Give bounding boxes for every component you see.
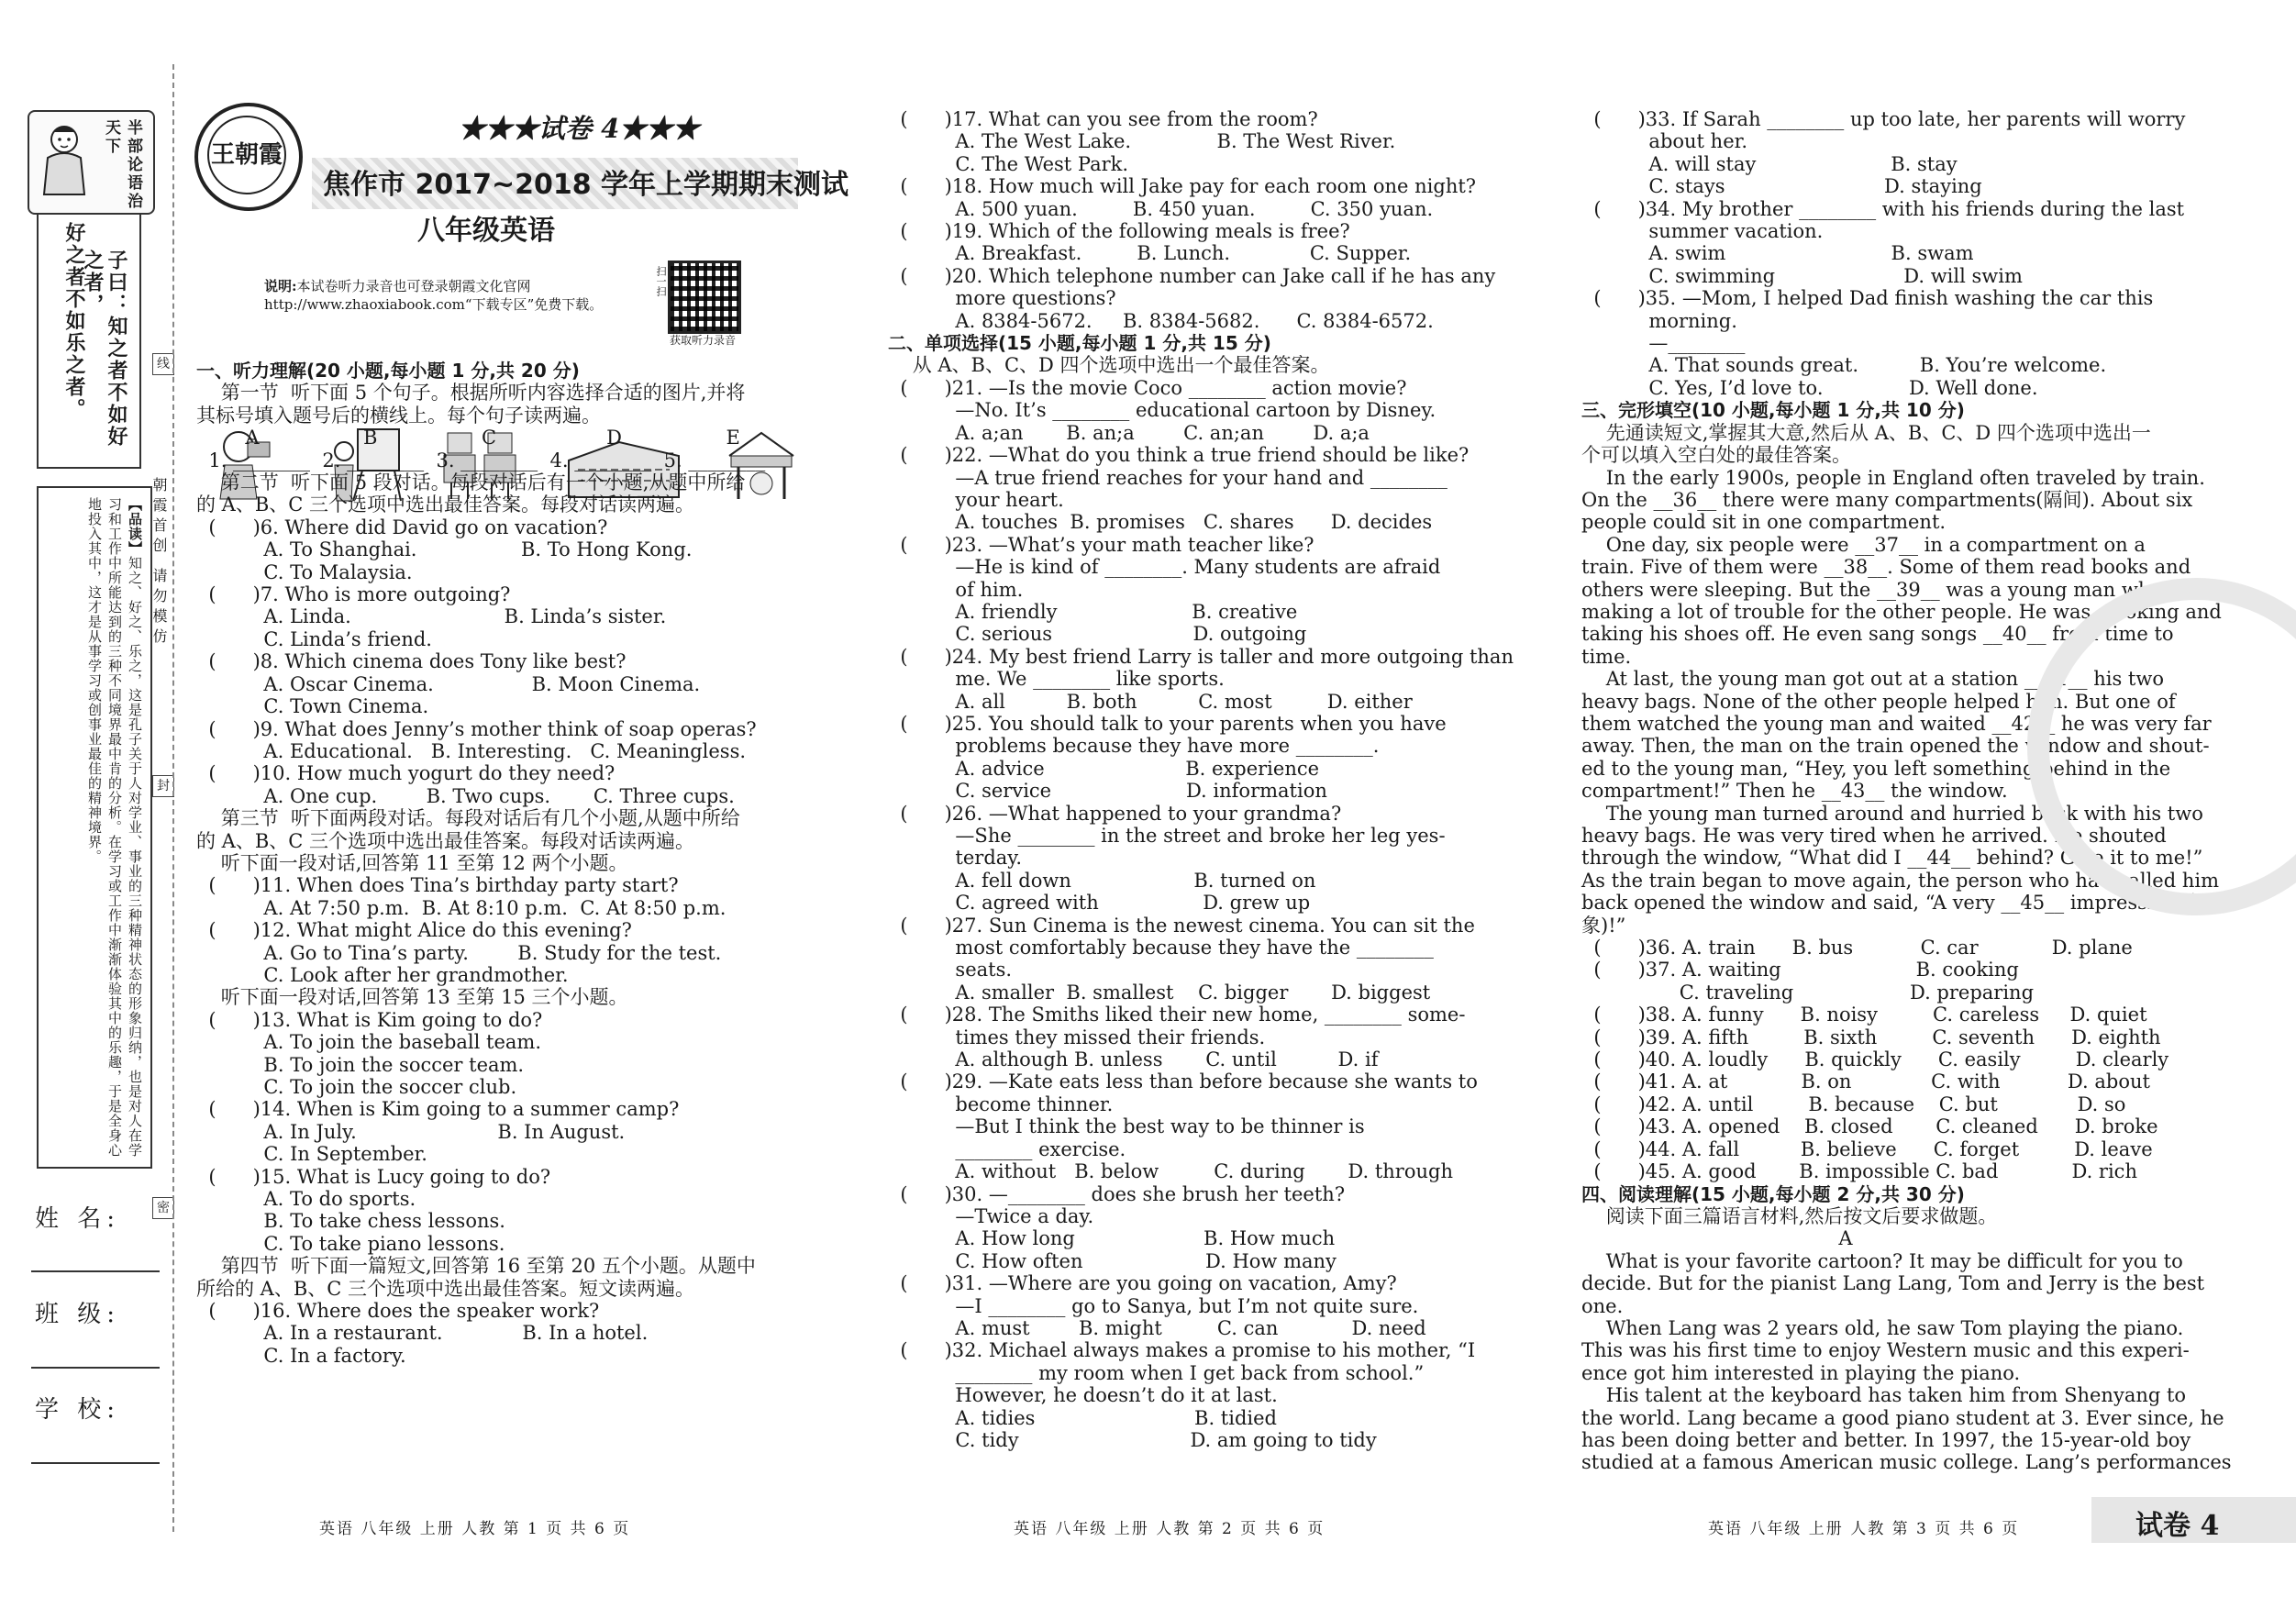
col2-line: —He is kind of ________. Many students are afraid bbox=[888, 556, 1441, 579]
col1-line: A. To Shanghai. B. To Hong Kong. bbox=[196, 538, 693, 561]
col3-line: ( )36. A. train B. bus C. car D. plane bbox=[1581, 937, 2133, 959]
name-field-label: 姓 名: bbox=[35, 1205, 121, 1233]
name-field-line[interactable] bbox=[31, 1270, 160, 1272]
col3-line: making a lot of trouble for the other people. He was smoking and bbox=[1581, 600, 2222, 623]
col3-line: ( )44. A. fall B. believe C. forget D. leave bbox=[1581, 1137, 2153, 1160]
col1-line: 1. ________ 2. ________ 3. ________ 4. ________ 5. ________ bbox=[196, 449, 766, 471]
col1-line: A. In July. B. In August. bbox=[196, 1120, 626, 1143]
col2-line: A. Breakfast. B. Lunch. C. Supper. bbox=[888, 242, 1412, 265]
col3-line: time. bbox=[1581, 645, 1632, 668]
col3-line: One day, six people were __37__ in a compartment on a bbox=[1581, 533, 2146, 556]
pindu-text bbox=[84, 497, 145, 1158]
col2-line: C. service D. information bbox=[888, 780, 1327, 803]
col1-line: 第四节 听下面一篇短文,回答第 16 至第 20 五个小题。从题中 bbox=[196, 1255, 756, 1278]
col2-line: problems because they have more ________. bbox=[888, 735, 1380, 758]
col2-line: become thinner. bbox=[888, 1092, 1114, 1115]
col1-line: ( )10. How much yogurt do they need? bbox=[196, 762, 616, 785]
col2-line: —Twice a day. bbox=[888, 1204, 1094, 1227]
col1-line: ( )9. What does Jenny’s mother think of soap operas? bbox=[196, 717, 757, 740]
logo-text: 王朝霞 bbox=[207, 116, 286, 194]
col1-line: ( )13. What is Kim going to do? bbox=[196, 1008, 543, 1031]
col3-line: C. stays D. staying bbox=[1581, 175, 1982, 198]
col3-line: train. Five of them were __38__. Some of them read books and bbox=[1581, 556, 2191, 579]
col1-line: C. Look after her grandmother. bbox=[196, 963, 569, 986]
school-field-label: 学 校: bbox=[35, 1396, 121, 1424]
col3-line: A. will stay B. stay bbox=[1581, 152, 1958, 175]
col2-line: ( )19. Which of the following meals is free? bbox=[888, 220, 1350, 243]
col2-line: ( )27. Sun Cinema is the newest cinema. You can sit the bbox=[888, 914, 1475, 937]
col2-line: ( )18. How much will Jake pay for each room one night? bbox=[888, 175, 1477, 198]
col2-line: ( )21. —Is the movie Coco ________ action movie? bbox=[888, 376, 1407, 399]
col2-line: ________ exercise. bbox=[888, 1137, 1126, 1160]
col1-line: A. One cup. B. Two cups. C. Three cups. bbox=[196, 784, 735, 807]
col2-line: A. 8384-5672. B. 8384-5682. C. 8384-6572. bbox=[888, 309, 1434, 332]
paper-tag bbox=[2091, 1497, 2296, 1543]
publisher-logo bbox=[194, 103, 303, 211]
qr-caption: 获取听力录音 bbox=[670, 334, 737, 347]
col3-line: ed to the young man, “Hey, you left something behind in the bbox=[1581, 757, 2171, 780]
col3-line: morning. bbox=[1581, 309, 1737, 332]
col1-line: 其标号填入题号后的横线上。每个句子读两遍。 bbox=[196, 404, 601, 427]
col2-line: A. tidies B. tidied bbox=[888, 1406, 1277, 1429]
exam-subtitle: 八年级英语 bbox=[417, 215, 555, 247]
col1-line: A. Linda. B. Linda’s sister. bbox=[196, 605, 667, 628]
seal-xian: 线 bbox=[152, 353, 174, 375]
col3-line: people could sit in one compartment. bbox=[1581, 511, 1947, 534]
col2-line: A. 500 yuan. B. 450 yuan. C. 350 yuan. bbox=[888, 197, 1434, 220]
col3-line: As the train began to move again, the person who had called him bbox=[1581, 869, 2219, 892]
quote-line-2: 好之者不如乐之者。 bbox=[62, 222, 86, 420]
col1-line: C. To join the soccer club. bbox=[196, 1076, 517, 1098]
col3-line: At last, the young man got out at a station __41__ his two bbox=[1581, 668, 2164, 691]
col3-line: decide. But for the pianist Lang Lang, Tom and Jerry is the best bbox=[1581, 1272, 2205, 1295]
col2-line: —I ________ go to Sanya, but I’m not quite sure. bbox=[888, 1294, 1419, 1317]
col2-line: ( )20. Which telephone number can Jake call if he has any bbox=[888, 264, 1496, 287]
col1-line: C. In September. bbox=[196, 1143, 427, 1166]
col3-line: studied at a famous American music college. Lang’s performances bbox=[1581, 1451, 2232, 1474]
col2-line: ( )25. You should talk to your parents when you have bbox=[888, 712, 1447, 735]
col2-line: A. The West Lake. B. The West River. bbox=[888, 130, 1396, 153]
qr-side-label: 扫一扫 bbox=[655, 266, 667, 296]
col1-line: ( )8. Which cinema does Tony like best? bbox=[196, 650, 627, 673]
col3-line: 阅读下面三篇语言材料,然后按文后要求做题。 bbox=[1581, 1204, 1998, 1227]
col2-line: —No. It’s ________ educational cartoon by Disney. bbox=[888, 399, 1436, 422]
col1-line: 第一节 听下面 5 个句子。根据所听内容选择合适的图片,并将 bbox=[196, 382, 746, 405]
confucius-figure-icon bbox=[37, 121, 92, 199]
banner-title: 半部论语治天下 bbox=[102, 119, 142, 211]
class-field-label: 班 级: bbox=[35, 1301, 121, 1328]
col3-line: On the __36__ there were many compartments(隔间). About six bbox=[1581, 488, 2193, 511]
col2-line: —A true friend reaches for your hand and ________ bbox=[888, 466, 1447, 489]
col1-line: ( )14. When is Kim going to a summer camp? bbox=[196, 1098, 680, 1121]
col1-line: ( )6. Where did David go on vacation? bbox=[196, 516, 608, 538]
col2-line: ( )22. —What do you think a true friend should be like? bbox=[888, 444, 1470, 467]
footer-page-2: 英语 八年级 上册 人教 第 2 页 共 6 页 bbox=[1014, 1520, 1325, 1538]
col1-line: 第三节 听下面两段对话。每段对话后有几个小题,从题中所给 bbox=[196, 807, 740, 830]
col2-line: ( )30. —________ does she brush her teeth? bbox=[888, 1182, 1346, 1205]
col3-line: A. That sounds great. B. You’re welcome. bbox=[1581, 354, 2107, 377]
col2-line: C. How often D. How many bbox=[888, 1249, 1337, 1272]
col1-line: 听下面一段对话,回答第 13 至第 15 三个小题。 bbox=[196, 986, 628, 1009]
col1-line: 听下面一段对话,回答第 11 至第 12 两个小题。 bbox=[196, 851, 628, 874]
pindu-label: 【品读】 bbox=[127, 497, 143, 556]
column-1 bbox=[196, 360, 829, 1367]
col3-line: 先通读短文,掌握其大意,然后从 A、B、C、D 四个选项中选出一 bbox=[1581, 421, 2151, 444]
col1-line: ( )7. Who is more outgoing? bbox=[196, 583, 511, 606]
seal-mi: 密 bbox=[152, 1197, 174, 1219]
column-2 bbox=[888, 108, 1512, 1451]
col2-line: A. touches B. promises C. shares D. decides bbox=[888, 511, 1433, 534]
col3-line: taking his shoes off. He even sang songs __40__ from time to bbox=[1581, 623, 2174, 646]
col1-line: ( )16. Where does the speaker work? bbox=[196, 1300, 600, 1323]
col3-line: —________ bbox=[1581, 332, 1746, 355]
col2-line: 二、单项选择(15 小题,每小题 1 分,共 15 分) bbox=[888, 332, 1271, 355]
col3-line: ( )38. A. funny B. noisy C. careless D. quiet bbox=[1581, 1004, 2147, 1026]
col3-line: heavy bags. None of the other people helped him. But one of bbox=[1581, 690, 2176, 713]
col1-line: B. To join the soccer team. bbox=[196, 1053, 525, 1076]
col1-line: ( )11. When does Tina’s birthday party start? bbox=[196, 874, 679, 897]
col2-line: —But I think the best way to be thinner is bbox=[888, 1115, 1365, 1138]
col1-line: C. To take piano lessons. bbox=[196, 1232, 505, 1255]
col1-line: C. Town Cinema. bbox=[196, 695, 429, 718]
col2-line: ( )31. —Where are you going on vacation, Amy? bbox=[888, 1272, 1397, 1295]
col1-line: ( )15. What is Lucy going to do? bbox=[196, 1165, 551, 1188]
col1-line: ( )12. What might Alice do this evening? bbox=[196, 919, 632, 942]
banner-box bbox=[28, 110, 155, 215]
col3-line: 象)!” bbox=[1581, 914, 1626, 937]
col3-line: one. bbox=[1581, 1294, 1624, 1317]
col2-line: ( )28. The Smiths liked their new home, ________ some- bbox=[888, 1004, 1466, 1026]
col3-line: C. Yes, I’d love to. D. Well done. bbox=[1581, 376, 2038, 399]
col3-line: ( )42. A. until B. because C. but D. so bbox=[1581, 1092, 2126, 1115]
col2-line: your heart. bbox=[888, 488, 1064, 511]
school-field-line[interactable] bbox=[31, 1462, 160, 1464]
col1-line: 所给的 A、B、C 三个选项中选出最佳答案。短文读两遍。 bbox=[196, 1277, 695, 1300]
col3-line: 四、阅读理解(15 小题,每小题 2 分,共 30 分) bbox=[1581, 1182, 1965, 1205]
col3-line: others were sleeping. But the __39__ was a young man who was bbox=[1581, 578, 2206, 601]
col2-line: most comfortably because they have the ________ bbox=[888, 937, 1434, 959]
col2-line: A. friendly B. creative bbox=[888, 600, 1298, 623]
col1-line: A. Educational. B. Interesting. C. Meaningless. bbox=[196, 739, 747, 762]
quote-line-1: 子曰：知之者不如好之者， bbox=[81, 250, 128, 448]
col3-line: has been doing better and better. In 1997, the 15-year-old boy bbox=[1581, 1428, 2191, 1451]
col3-line: A. swim B. swam bbox=[1581, 242, 1974, 265]
note-text: 本试卷听力录音也可登录朝霞文化官网 http://www.zhaoxiabook.com“下载专区”免费下载。 bbox=[264, 278, 604, 313]
col2-line: me. We ________ like sports. bbox=[888, 668, 1225, 691]
col2-line: terday. bbox=[888, 847, 1023, 870]
exam-title: 焦作市 2017~2018 学年上学期期末测试 bbox=[323, 169, 849, 201]
col3-line: ( )39. A. fifth B. sixth C. seventh D. eighth bbox=[1581, 1026, 2161, 1048]
col2-line: A. smaller B. smallest C. bigger D. biggest bbox=[888, 981, 1431, 1004]
cut-line bbox=[172, 64, 174, 1532]
col2-line: A. although B. unless C. until D. if bbox=[888, 1048, 1379, 1071]
note-label: 说明: bbox=[264, 278, 297, 294]
left-margin-strip bbox=[0, 0, 174, 1597]
col3-line: 个可以填入空白处的最佳答案。 bbox=[1581, 444, 1851, 467]
pindu-box bbox=[37, 486, 152, 1169]
col3-line: compartment!” Then he __43__ the window. bbox=[1581, 780, 2008, 803]
col3-line: ( )37. A. waiting B. cooking bbox=[1581, 959, 2019, 981]
seal-feng: 封 bbox=[152, 775, 174, 797]
col3-line: The young man turned around and hurried back with his two bbox=[1581, 802, 2203, 825]
col3-line: them watched the young man and waited __42__ he was very far bbox=[1581, 712, 2212, 735]
col1-line: A. Go to Tina’s party. B. Study for the test. bbox=[196, 941, 722, 964]
col2-line: ( )32. Michael always makes a promise to his mother, “I bbox=[888, 1339, 1476, 1362]
col1-line: B. To take chess lessons. bbox=[196, 1210, 505, 1233]
col1-line: A. Oscar Cinema. B. Moon Cinema. bbox=[196, 672, 701, 695]
col2-line: A. all B. both C. most D. either bbox=[888, 690, 1413, 713]
col3-line: back opened the window and said, “A very __45__ impression(印 bbox=[1581, 892, 2205, 915]
col3-line: ( )43. A. opened B. closed C. cleaned D. broke bbox=[1581, 1115, 2158, 1138]
col2-line: A. must B. might C. can D. need bbox=[888, 1316, 1426, 1339]
col2-line: ( )26. —What happened to your grandma? bbox=[888, 802, 1342, 825]
col3-line: ( )40. A. loudly B. quickly C. easily D. clearly bbox=[1581, 1048, 2169, 1071]
col2-line: A. fell down B. turned on bbox=[888, 869, 1316, 892]
footer-page-1: 英语 八年级 上册 人教 第 1 页 共 6 页 bbox=[319, 1520, 631, 1538]
col3-line: summer vacation. bbox=[1581, 220, 1824, 243]
col3-line: ( )33. If Sarah ________ up too late, her parents will worry bbox=[1581, 108, 2186, 130]
col1-line: C. In a factory. bbox=[196, 1344, 406, 1367]
col3-line: 三、完形填空(10 小题,每小题 1 分,共 10 分) bbox=[1581, 399, 1965, 422]
confucius-quote-box bbox=[37, 213, 141, 469]
col2-line: —She ________ in the street and broke her leg yes- bbox=[888, 825, 1446, 847]
col1-line: A. At 7:50 p.m. B. At 8:10 p.m. C. At 8:50 p.m. bbox=[196, 896, 727, 919]
col1-line: A. In a restaurant. B. In a hotel. bbox=[196, 1322, 649, 1345]
col3-line: C. traveling D. preparing bbox=[1581, 981, 2035, 1004]
col1-line: C. Linda’s friend. bbox=[196, 627, 432, 650]
col2-line: ( )17. What can you see from the room? bbox=[888, 108, 1318, 130]
col3-line: A bbox=[1581, 1227, 1853, 1250]
col3-line: heavy bags. He was very tired when he arrived. He shouted bbox=[1581, 825, 2167, 847]
col2-line: C. serious D. outgoing bbox=[888, 623, 1307, 646]
col2-line: A. How long B. How much bbox=[888, 1227, 1336, 1250]
col2-line: A. advice B. experience bbox=[888, 757, 1320, 780]
col2-line: of him. bbox=[888, 578, 1024, 601]
pindu-body: 知之、好之、乐之，这是孔子关于人对学业、事业的三种精神状态的形象归纳，也是对人在学习和工作中所能达到的三种不同境界最中肯的分析。在学习或工作中渐渐体验其中的乐趣，于是全身心地投入其中，这才是从事学习或创事业最佳的精神境界。 bbox=[86, 497, 143, 1158]
col3-line: In the early 1900s, people in England often traveled by train. bbox=[1581, 466, 2205, 489]
col2-line: C. tidy D. am going to tidy bbox=[888, 1428, 1377, 1451]
footer-page-3: 英语 八年级 上册 人教 第 3 页 共 6 页 bbox=[1708, 1520, 2020, 1538]
col1-line: 的 A、B、C 三个选项中选出最佳答案。每段对话读两遍。 bbox=[196, 829, 695, 852]
col2-line: 从 A、B、C、D 四个选项中选出一个最佳答案。 bbox=[888, 354, 1330, 377]
col2-line: ( )29. —Kate eats less than before because she wants to bbox=[888, 1070, 1478, 1093]
paper-number: ★★★试卷 4★★★ bbox=[459, 113, 700, 144]
col3-line: ( )45. A. good B. impossible C. bad D. rich bbox=[1581, 1160, 2137, 1183]
col2-line: ( )23. —What’s your math teacher like? bbox=[888, 533, 1314, 556]
col3-line: When Lang was 2 years old, he saw Tom playing the piano. bbox=[1581, 1316, 2184, 1339]
col1-line: 一、听力理解(20 小题,每小题 1 分,共 20 分) bbox=[196, 360, 580, 382]
class-field-line[interactable] bbox=[31, 1367, 160, 1369]
col2-line: ( )24. My best friend Larry is taller and more outgoing than bbox=[888, 645, 1514, 668]
col2-line: C. agreed with D. grew up bbox=[888, 892, 1311, 915]
col1-line: C. To Malaysia. bbox=[196, 560, 413, 583]
col2-line: seats. bbox=[888, 959, 1013, 981]
col1-line: A B C D E bbox=[196, 427, 740, 449]
col3-line: ( )35. —Mom, I helped Dad finish washing the car this bbox=[1581, 287, 2154, 310]
col2-line: more questions? bbox=[888, 287, 1116, 310]
col3-line: about her. bbox=[1581, 130, 1748, 153]
col2-line: times they missed their friends. bbox=[888, 1026, 1266, 1048]
col3-line: ( )41. A. at B. on C. with D. about bbox=[1581, 1070, 2150, 1093]
col1-line: A. To do sports. bbox=[196, 1188, 416, 1211]
col3-line: What is your favorite cartoon? It may be difficult for you to bbox=[1581, 1249, 2183, 1272]
col1-line: 的 A、B、C 三个选项中选出最佳答案。每段对话读两遍。 bbox=[196, 494, 695, 516]
col2-line: C. The West Park. bbox=[888, 152, 1129, 175]
vertical-note: 朝霞首创 请勿模仿 bbox=[150, 477, 168, 649]
col3-line: the world. Lang became a good piano student at 3. Ever since, he bbox=[1581, 1406, 2224, 1429]
col2-line: A. without B. below C. during D. through bbox=[888, 1160, 1453, 1183]
col3-line: ence got him interested in playing the piano. bbox=[1581, 1361, 2021, 1384]
col3-line: C. swimming D. will swim bbox=[1581, 264, 2023, 287]
exam-note bbox=[264, 277, 659, 314]
col1-line: 第二节 听下面 5 段对话。每段对话后有一个小题,从题中所给 bbox=[196, 471, 746, 494]
col2-line: ________ my room when I get back from school.” bbox=[888, 1361, 1425, 1384]
paper-tag-text: 试卷 4 bbox=[2135, 1510, 2220, 1542]
col3-line: through the window, “What did I __44__ behind? Give it to me!” bbox=[1581, 847, 2203, 870]
col2-line: However, he doesn’t do it at last. bbox=[888, 1384, 1278, 1407]
col1-line: A. To join the baseball team. bbox=[196, 1031, 541, 1054]
qr-code-icon[interactable] bbox=[668, 261, 741, 334]
col2-line: A. a;an B. an;a C. an;an D. a;a bbox=[888, 421, 1370, 444]
col3-line: This was his first time to enjoy Western music and this experi- bbox=[1581, 1339, 2190, 1362]
col3-line: His talent at the keyboard has taken him from Shenyang to bbox=[1581, 1384, 2187, 1407]
col3-line: ( )34. My brother ________ with his friends during the last bbox=[1581, 197, 2185, 220]
col3-line: away. Then, the man on the train opened the window and shout- bbox=[1581, 735, 2210, 758]
